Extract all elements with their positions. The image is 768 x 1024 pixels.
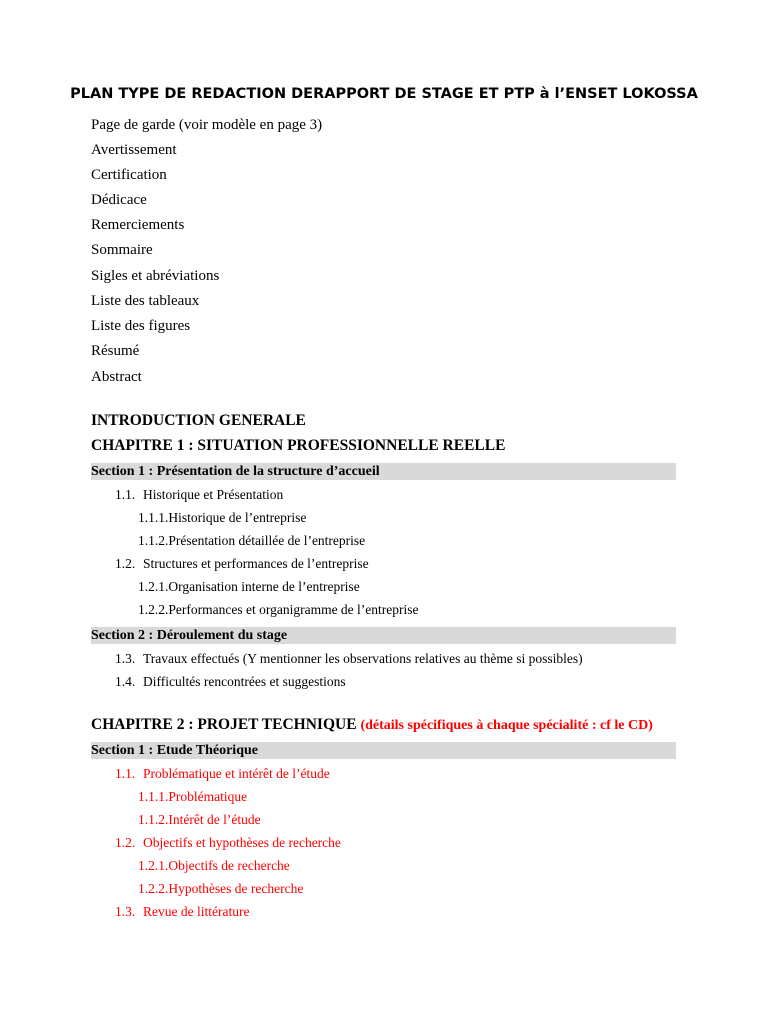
item-number: 1.1.1.	[138, 510, 169, 525]
item-number: 1.1.	[115, 766, 136, 781]
item-text: Organisation interne de l’entreprise	[168, 579, 360, 594]
item-number: 1.2.2.	[138, 881, 169, 896]
item-text: Intérêt de l’étude	[168, 812, 261, 827]
chapter2-heading: CHAPITRE 2 : PROJET TECHNIQUE	[91, 716, 357, 733]
item-text: Structures et performances de l’entreprise	[143, 556, 369, 571]
item-text: Performances et organigramme de l’entreprise	[168, 602, 419, 617]
item-text: Historique et Présentation	[143, 487, 284, 502]
outline-item	[115, 487, 283, 503]
item-number: 1.2.1.	[138, 858, 169, 873]
item-number: 1.2.1.	[138, 579, 169, 594]
item-text: Objectifs et hypothèses de recherche	[143, 835, 341, 850]
item-text: Problématique et intérêt de l’étude	[143, 766, 330, 781]
chapter2-heading-line	[91, 716, 653, 734]
item-number: 1.4.	[115, 674, 136, 689]
outline-item	[138, 858, 290, 874]
item-number: 1.1.1.	[138, 789, 169, 804]
item-number: 1.2.2.	[138, 602, 169, 617]
item-text: Difficultés rencontrées et suggestions	[143, 674, 346, 689]
item-number: 1.2.	[115, 835, 136, 850]
front-matter-item: Sigles et abréviations	[91, 268, 220, 284]
item-number: 1.1.2.	[138, 812, 169, 827]
front-matter-item: Liste des tableaux	[91, 293, 200, 309]
front-matter-item: Certification	[91, 167, 167, 183]
item-number: 1.1.	[115, 487, 136, 502]
outline-item	[138, 789, 247, 805]
outline-item	[138, 812, 261, 828]
item-number: 1.1.2.	[138, 533, 169, 548]
item-number: 1.3.	[115, 651, 136, 666]
item-number: 1.3.	[115, 904, 136, 919]
outline-item	[138, 533, 365, 549]
outline-item	[138, 579, 360, 595]
item-text: Hypothèses de recherche	[168, 881, 304, 896]
outline-item	[138, 510, 306, 526]
document-title: PLAN TYPE DE REDACTION DERAPPORT DE STAGE ET PTP à l’ENSET LOKOSSA	[70, 86, 698, 102]
front-matter-item: Page de garde (voir modèle en page 3)	[91, 117, 323, 133]
item-number: 1.2.	[115, 556, 136, 571]
outline-item	[138, 602, 419, 618]
front-matter-item: Avertissement	[91, 142, 177, 158]
chapter1-section1-heading: Section 1 : Présentation de la structure d’accueil	[91, 463, 676, 480]
chapter1-section2-heading: Section 2 : Déroulement du stage	[91, 627, 676, 644]
outline-item	[138, 881, 303, 897]
front-matter-item: Remerciements	[91, 217, 185, 233]
item-text: Problématique	[168, 789, 248, 804]
item-text: Objectifs de recherche	[168, 858, 290, 873]
front-matter-item: Liste des figures	[91, 318, 191, 334]
outline-item	[115, 904, 249, 920]
front-matter-item: Sommaire	[91, 242, 153, 258]
front-matter-item: Abstract	[91, 369, 142, 385]
chapter2-note: (détails spécifiques à chaque spécialité : cf le CD)	[360, 718, 653, 733]
intro-heading: INTRODUCTION GENERALE	[91, 412, 306, 429]
outline-item	[115, 835, 341, 851]
outline-item	[115, 651, 583, 667]
item-text: Historique de l’entreprise	[168, 510, 307, 525]
chapter2-section1-heading: Section 1 : Etude Théorique	[91, 742, 676, 759]
chapter1-heading: CHAPITRE 1 : SITUATION PROFESSIONNELLE REELLE	[91, 437, 506, 454]
item-text: Présentation détaillée de l’entreprise	[168, 533, 366, 548]
item-text: Travaux effectués (Y mentionner les observations relatives au thème si possibles)	[143, 651, 583, 666]
outline-item	[115, 766, 330, 782]
outline-item	[115, 556, 369, 572]
item-text: Revue de littérature	[143, 904, 250, 919]
outline-item	[115, 674, 346, 690]
front-matter-item: Résumé	[91, 343, 140, 359]
front-matter-item: Dédicace	[91, 192, 147, 208]
